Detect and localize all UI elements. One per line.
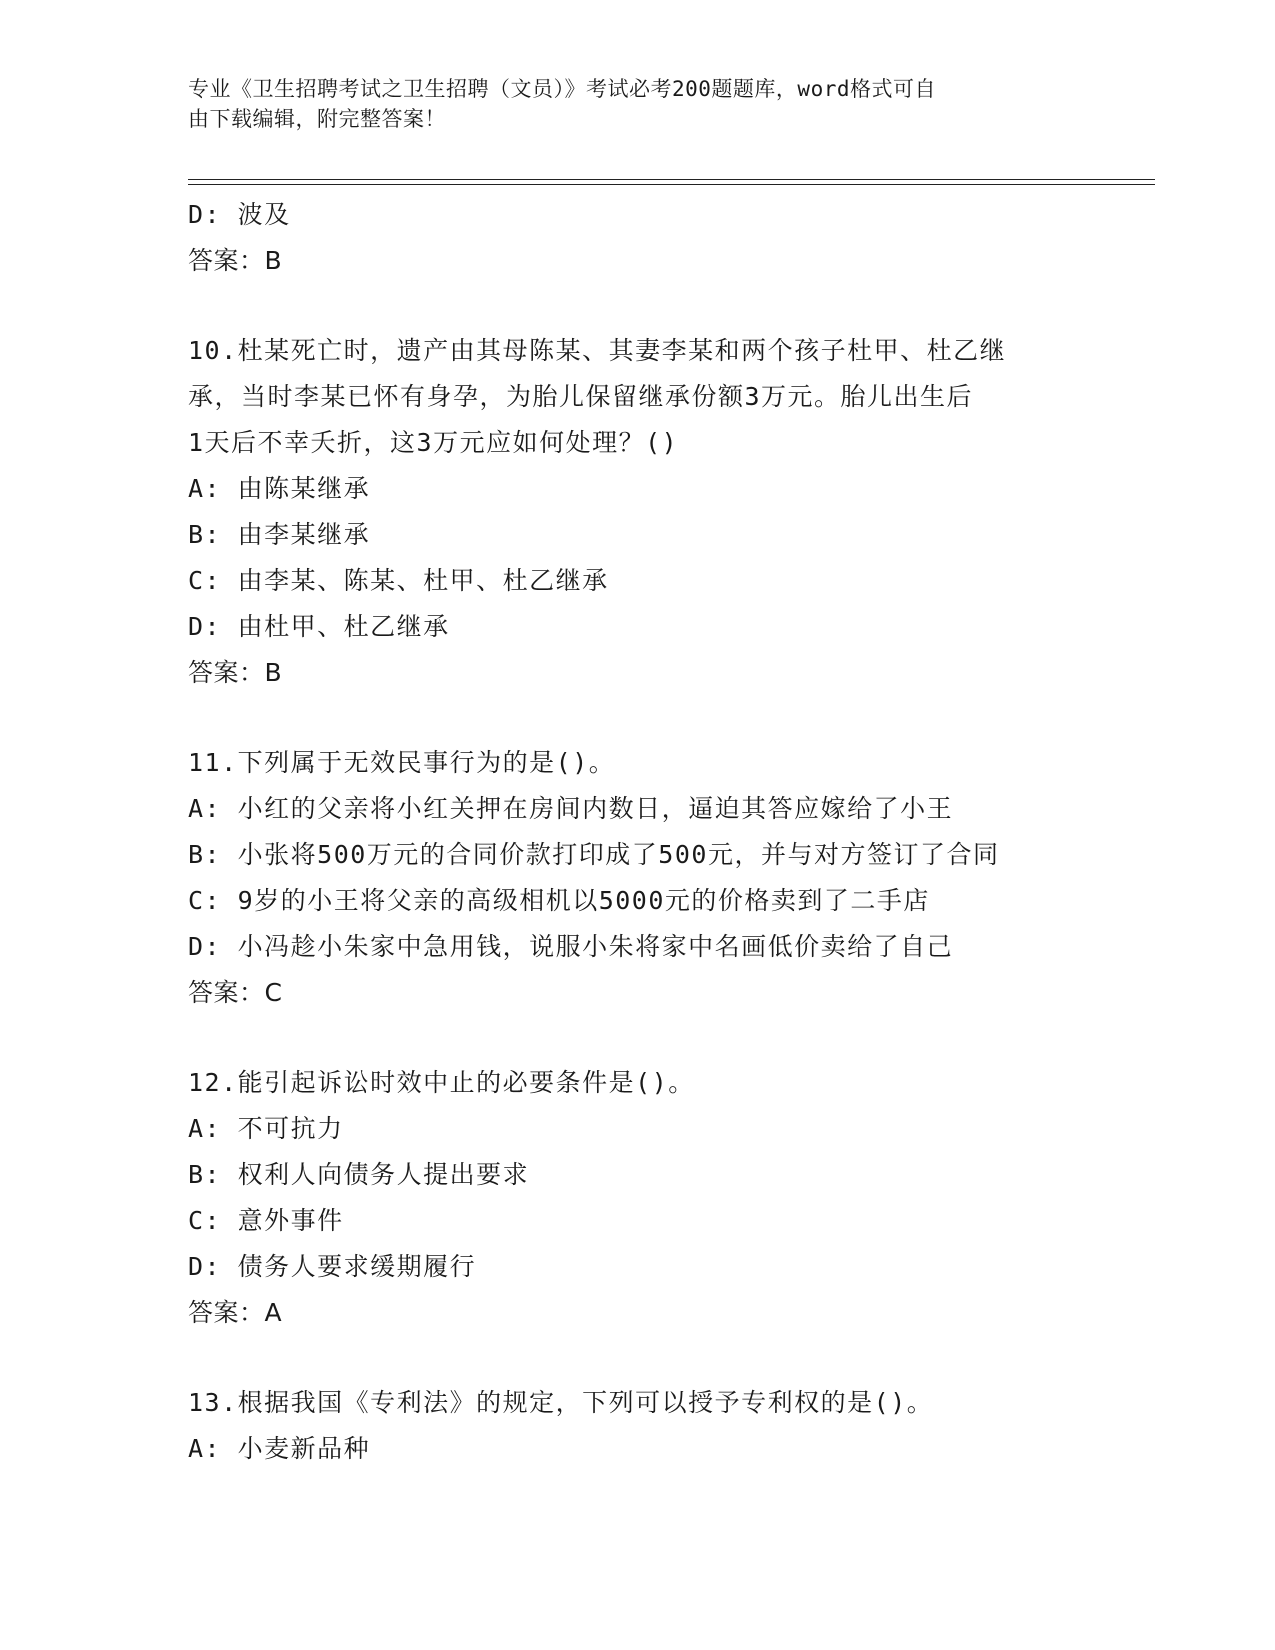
question-text-line: 1天后不幸夭折，这3万元应如何处理？() (188, 428, 679, 457)
option-b: B: 小张将500万元的合同价款打印成了500元，并与对方签订了合同 (188, 840, 1000, 869)
answer-line: 答案：A (188, 1298, 283, 1327)
question-block-10 (188, 328, 1148, 696)
answer-line: 答案：C (188, 978, 283, 1007)
option-b: B: 由李某继承 (188, 520, 371, 549)
option-a: A: 小麦新品种 (188, 1434, 371, 1463)
option-b: B: 权利人向债务人提出要求 (188, 1160, 530, 1189)
header-rule-bottom (188, 184, 1155, 185)
option-a: A: 由陈某继承 (188, 474, 371, 503)
question-list (188, 192, 1148, 1472)
option-c: C: 9岁的小王将父亲的高级相机以5000元的价格卖到了二手店 (188, 886, 930, 915)
option-a: A: 小红的父亲将小红关押在房间内数日，逼迫其答应嫁给了小王 (188, 794, 954, 823)
question-text-line: 12.能引起诉讼时效中止的必要条件是()。 (188, 1068, 695, 1097)
question-text-line: 承，当时李某已怀有身孕，为胎儿保留继承份额3万元。胎儿出生后 (188, 382, 974, 411)
option-c: C: 由李某、陈某、杜甲、杜乙继承 (188, 566, 609, 595)
answer-line: 答案：B (188, 246, 283, 275)
question-text-line: 10.杜某死亡时，遗产由其母陈某、其妻李某和两个孩子杜甲、杜乙继 (188, 336, 1007, 365)
option-d: D: 小冯趁小朱家中急用钱，说服小朱将家中名画低价卖给了自己 (188, 932, 954, 961)
question-block-13 (188, 1380, 1148, 1472)
option-a: A: 不可抗力 (188, 1114, 344, 1143)
document-header (188, 74, 1068, 134)
header-line-1: 专业《卫生招聘考试之卫生招聘（文员）》考试必考200题题库，word格式可自 (188, 77, 936, 101)
question-block-12 (188, 1060, 1148, 1336)
question-block-11 (188, 740, 1148, 1016)
option-d: D: 由杜甲、杜乙继承 (188, 612, 450, 641)
option-d: D: 债务人要求缓期履行 (188, 1252, 477, 1281)
header-rule-top (188, 179, 1155, 180)
option-c: C: 意外事件 (188, 1206, 344, 1235)
question-block-prev (188, 192, 1148, 284)
answer-line: 答案：B (188, 658, 283, 687)
question-text-line: 11.下列属于无效民事行为的是()。 (188, 748, 616, 777)
option-d: D: 波及 (188, 200, 291, 229)
question-text-line: 13.根据我国《专利法》的规定，下列可以授予专利权的是()。 (188, 1388, 934, 1417)
header-line-2: 由下载编辑，附完整答案！ (188, 107, 446, 131)
